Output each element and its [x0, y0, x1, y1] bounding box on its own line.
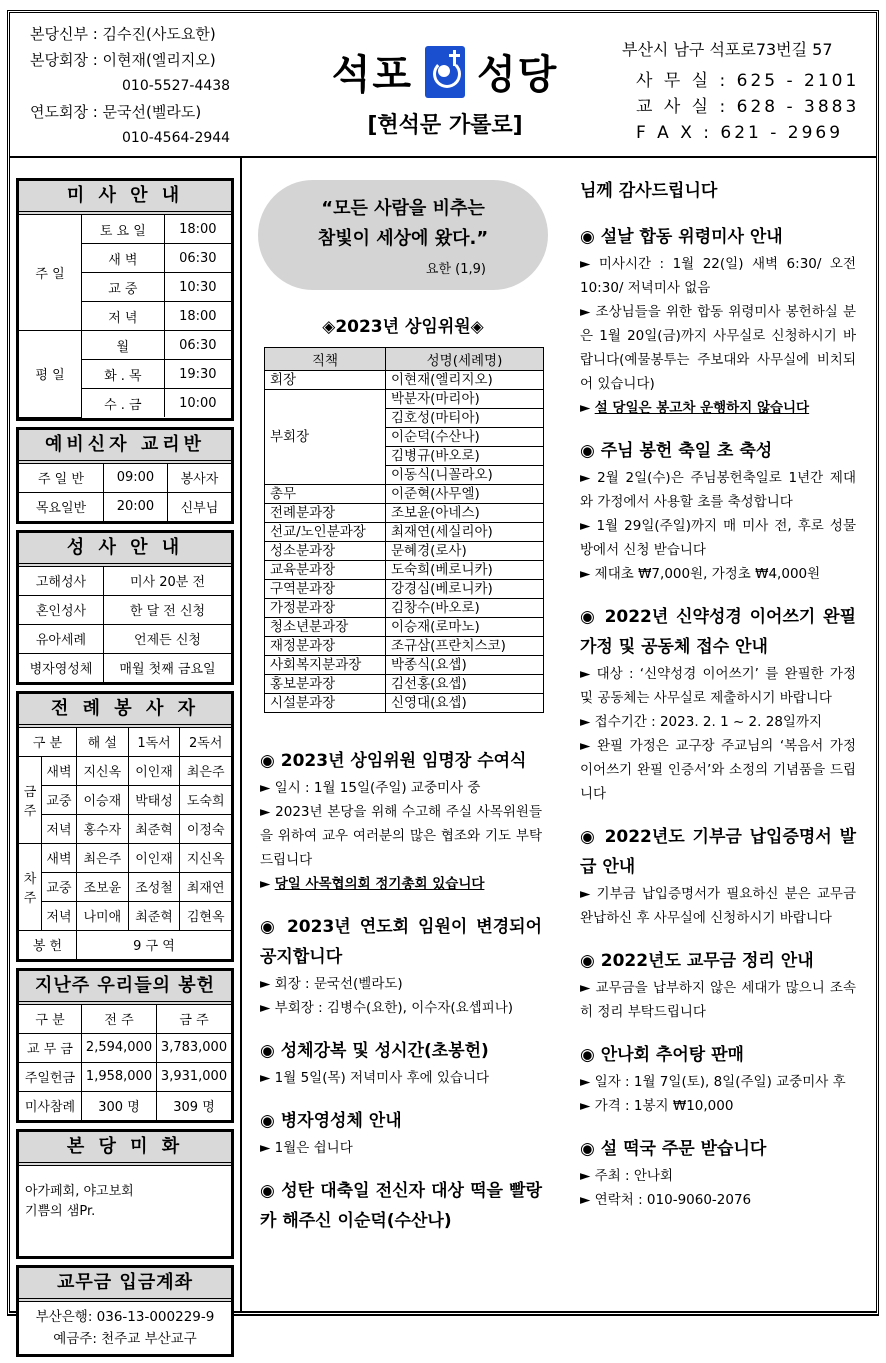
parish-logo-icon [425, 46, 465, 98]
middle-column [258, 180, 548, 713]
scripture-quote: “모든 사람을 비추는 참빛이 세상에 왔다.” 요한 (1,9) [258, 180, 548, 290]
liturgy-servers: 전 례 봉 사 자 구 분 해 설 1독서 2독서 금주 새벽 지신옥 이인재 최은주 교중 이승재 박태성 도숙희 저녁 홍수자 최준혁 이정숙 차주 새벽 최은주 이인재 지신옥 교중 조보윤 조성철 최재연 저녁 나미애 최준혁 김현옥 봉 헌 9 구 역 [16, 691, 234, 962]
offerings-title: 지난주 우리들의 봉헌 [19, 971, 231, 1005]
catechumen-title: 예비신자 교리반 [19, 430, 231, 464]
title-left: 석포 [331, 52, 413, 98]
patron-saint: [현석문 가롤로] [367, 113, 523, 138]
thanks-continuation: 님께 감사드립니다 [580, 181, 718, 201]
scripture-reference: 요한 (1,9) [425, 262, 486, 277]
announcement: ◉ 주님 봉헌 축일 초 축성 ► 2월 2일(수)은 주님봉헌축일로 1년간 제대와 가정에서 사용할 초를 축성합니다 ► 1월 29일(주일)까지 매 미사 전, 후로 성물방에서 신청 받습니다 ► 제대초 ₩7,000원, 가정초 ₩4,000원 [580, 441, 856, 582]
account-holder: 예금주: 천주교 부산교구 [53, 1330, 197, 1347]
announcement: ◉ 2022년도 기부금 납입증명서 발급 안내 ► 기부금 납입증명서가 필요하신 분은 교무금 완납하신 후 사무실에 신청하시기 바랍니다 [580, 827, 856, 926]
column-divider [240, 157, 242, 1312]
sacraments-title: 성 사 안 내 [19, 533, 231, 567]
group-label: 평 일 [19, 331, 82, 418]
council-president-phone: 010-5527-4438 [122, 78, 231, 94]
left-sidebar [16, 178, 234, 1363]
announcement: ◉ 2023년 연도회 임원이 변경되어 공지합니다 ► 회장 : 문국선(벨라도) ► 부회장 : 김병수(요한), 이수자(요셉피나) [260, 917, 542, 1016]
announcement: ◉ 설날 합동 위령미사 안내 ► 미사시간 : 1월 22(일) 새벽 6:30/ 오전 10:30/ 저녁미사 없음 ► 조상님들을 위한 합동 위령미사 봉헌하실 분은 1월 20일(금)까지 사무실로 신청하시기 바랍니다(예물봉투는 주보대와 사무실에 비치되어 있습니다) ► 설 당일은 봉고차 운행하지 않습니다 [580, 227, 856, 416]
church-cleaning [16, 1129, 234, 1259]
yeondo-president-phone: 010-4564-2944 [122, 130, 231, 146]
parish-title [315, 43, 575, 139]
announcement: ◉ 병자영성체 안내 ► 1월은 쉽니다 [260, 1111, 402, 1156]
cleaning-line: 아가페회, 야고보회 [25, 1183, 134, 1199]
council-president-line: 본당회장 : 이현재(엘리지오) [30, 51, 216, 69]
bank-account: 부산은행: 036-13-000229-9 [35, 1308, 215, 1325]
announcement: ◉ 2022년도 교무금 정리 안내 ► 교무금을 납부하지 않은 세대가 많으니 조속히 정리 부탁드립니다 [580, 951, 856, 1020]
title-right: 성당 [477, 52, 559, 98]
announcement: ◉ 성체강복 및 성시간(초봉헌) ► 1월 5일(목) 저녁미사 후에 있습니다 [260, 1041, 490, 1086]
cleaning-line: 기쁨의 샘Pr. [25, 1203, 96, 1219]
clergy-info [30, 21, 230, 151]
liturgy-title: 전 례 봉 사 자 [19, 694, 231, 728]
mass-schedule: 미 사 안 내 주 일 토 요 일 18:00 새 벽 06:30 교 중 10:30 저 녁 18:00 평 일 월 06:30 화 . 목 19:30 수 . 금 10:00 [16, 178, 234, 421]
middle-announcements [260, 746, 542, 1252]
announcement: ◉ 설 떡국 주문 받습니다 ► 주최 : 안나회 ► 연락처 : 010-9060-2076 [580, 1139, 767, 1208]
announcement: ◉ 성탄 대축일 전신자 대상 떡을 빨랑카 해주신 이순덕(수산나) [260, 1181, 542, 1231]
mass-schedule-title: 미 사 안 내 [19, 181, 231, 215]
group-label: 주 일 [19, 215, 82, 331]
contact-info [622, 37, 859, 146]
last-week-offerings: 지난주 우리들의 봉헌 구 분 전 주 금 주 교 무 금 2,594,000 3,783,000 주일헌금 1,958,000 3,931,000 미사참례 300 명 309 명 [16, 968, 234, 1123]
bulletin-header [10, 13, 876, 158]
committee-title: ◈2023년 상임위원◈ [322, 317, 484, 337]
announcement: ◉ 2022년 신약성경 이어쓰기 완필 가정 및 공동체 접수 안내 ► 대상 : ‘신약성경 이어쓰기’ 를 완필한 가정 및 공동체는 사무실로 제출하시기 바랍니다 ► 접수기간 : 2023. 2. 1 ~ 2. 28일까지 ► 완필 가정은 교구장 주교님의 ‘복음서 가정 이어쓰기 완필 인증서’와 소정의 기념품을 드립니다 [580, 607, 856, 802]
cleaning-title: 본 당 미 화 [19, 1132, 231, 1166]
pastor-line: 본당신부 : 김수진(사도요한) [30, 25, 216, 43]
teacher-room-phone: 교 사 실 : 628 - 3883 [636, 97, 860, 117]
yeondo-president-line: 연도회장 : 문국선(벨라도) [30, 103, 202, 121]
account-title: 교무금 입금계좌 [19, 1268, 231, 1302]
sacraments-info: 성 사 안 내 고해성사 미사 20분 전 혼인성사 한 달 전 신청 유아세례 언제든 신청 병자영성체 매월 첫째 금요일 [16, 530, 234, 685]
fax-number: F A X : 621 - 2969 [636, 123, 844, 143]
announcement: ◉ 2023년 상임위원 임명장 수여식 ► 일시 : 1월 15일(주일) 교중미사 중 ► 2023년 본당을 위해 수고해 주실 사목위원들을 위하여 교우 여러분의 많은 협조와 기도 부탁 드립니다 ► 당일 사목협의회 정기총회 있습니다 [260, 751, 542, 892]
donation-account [16, 1265, 234, 1357]
announcement: ◉ 안나회 추어탕 판매 ► 일자 : 1월 7일(토), 8일(주일) 교중미사 후 ► 가격 : 1봉지 ₩10,000 [580, 1045, 846, 1114]
office-phone: 사 무 실 : 625 - 2101 [636, 71, 860, 91]
right-announcements [580, 176, 856, 1228]
address: 부산시 남구 석포로73번길 57 [622, 40, 833, 59]
committee-table: 직책 성명(세례명) 회장 이현재(엘리지오) 부회장 박분자(마리아) 김호성(마티아) 이순덕(수산나) 김병규(바오로) 이동식(니꼴라오) 총무 이준혁(사무엘) 전례분과장 조보윤(아네스) 선교/노인분과장 최재연(세실리아) 성소분과장 문혜경(로사) 교육분과장 도숙희(베로니카) 구역분과장 강경심(베로니카) 가정분과장 김창수(바오로) 청소년분과장 이승재(로마노) 재정분과장 조규삼(프란치스코) 사회복지분과장 박종식(요셉) 홍보분과장 김선홍(요셉) 시설분과장 신영대(요셉) [264, 347, 544, 713]
catechumen-class: 예비신자 교리반 주 일 반 09:00 봉사자 목요일반 20:00 신부님 [16, 427, 234, 524]
